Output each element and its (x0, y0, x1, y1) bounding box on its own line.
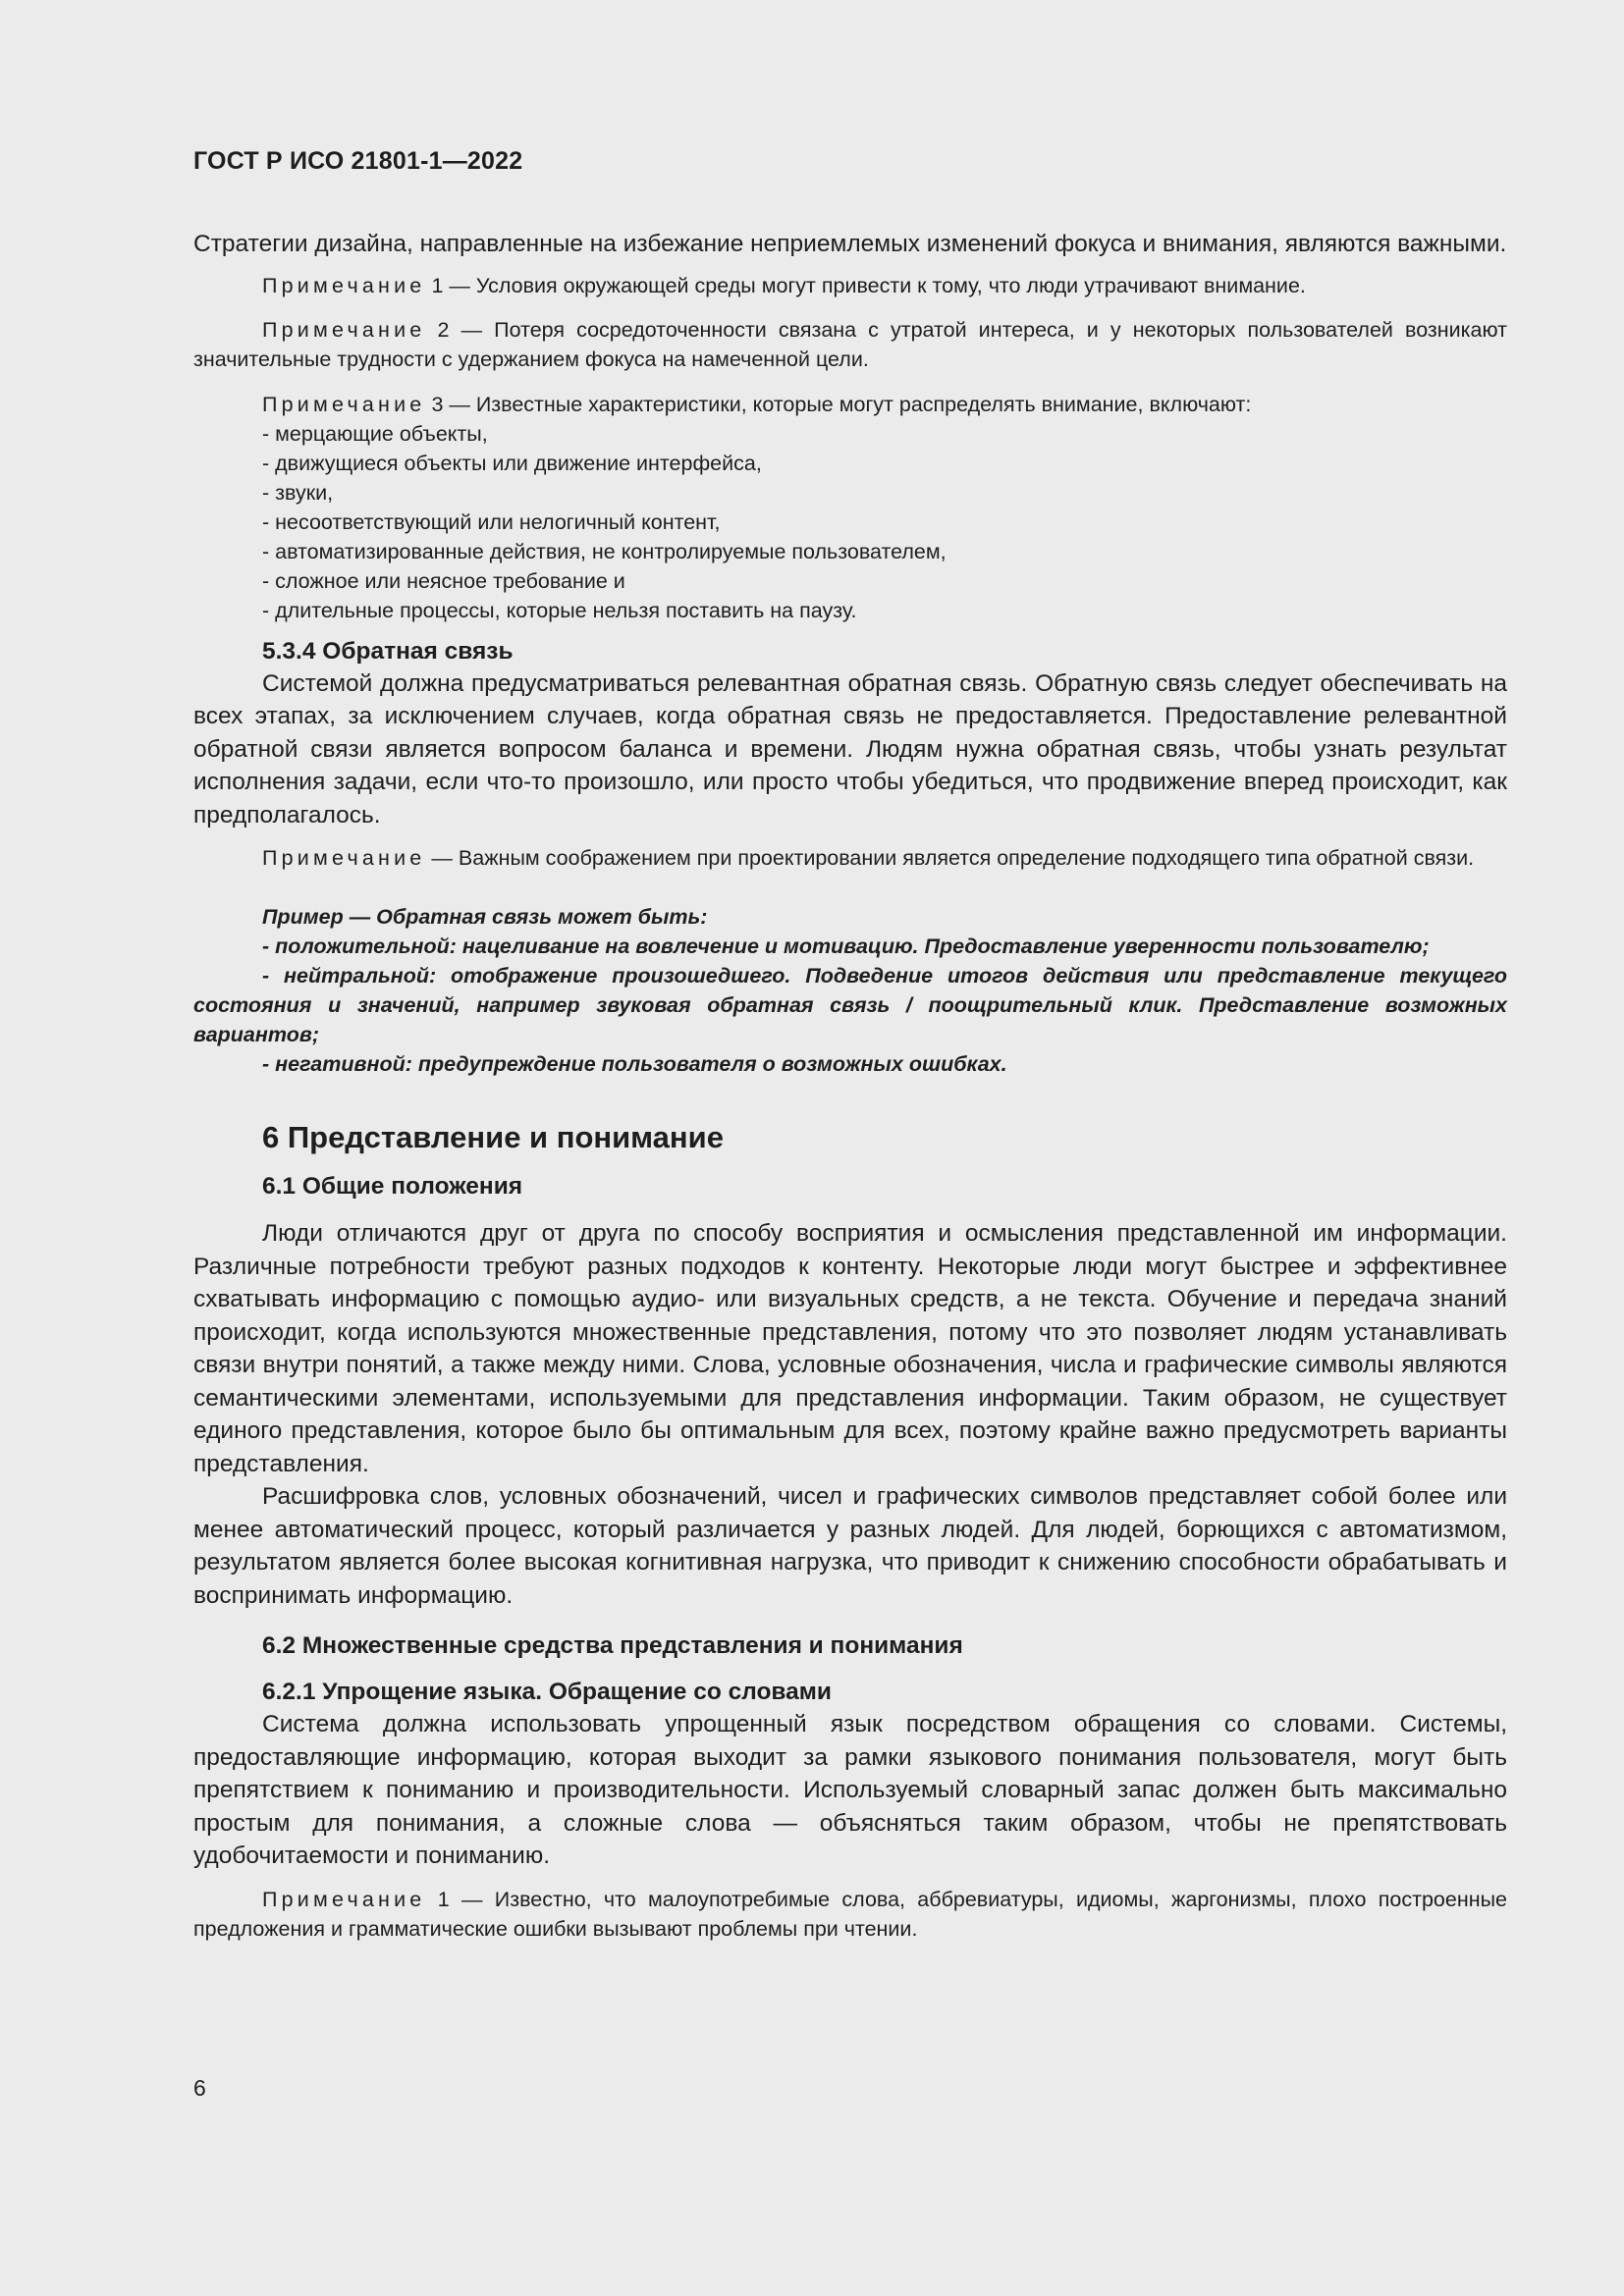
note-label: Примечание (262, 846, 426, 870)
note-label: Примечание (262, 273, 426, 297)
note-label: Примечание (262, 317, 426, 342)
example-item: - негативной: предупреждение пользователя о возможных ошибках. (262, 1052, 1007, 1076)
list-item: - автоматизированные действия, не контролируемые пользователем, (262, 539, 947, 563)
section-6-2-1-body: Система должна использовать упрощенный язык посредством обращения со словами. Системы, предоставляющие информацию, которая выходит за рамки языкового понимания пользователя, могут быть препятствием к пониманию и производительности. Используемый словарный запас должен быть максимально простым для понимания, а сложные слова — объясняться таким образом, чтобы не препятствовать удобочитаемости и пониманию. (193, 1711, 1507, 1869)
list-item: - движущиеся объекты или движение интерфейса, (262, 451, 762, 475)
note-text: — Важным соображением при проектировании является определение подходящего типа обратной связи. (425, 846, 1475, 870)
section-6-2-1-note (193, 1885, 1507, 1944)
document-header: ГОСТ Р ИСО 21801-1—2022 (193, 147, 523, 175)
section-6-1-heading: 6.1 Общие положения (262, 1173, 523, 1200)
note-label: Примечание (262, 1887, 426, 1911)
note-label: Примечание (262, 392, 426, 416)
note-1 (193, 271, 1507, 300)
intro-paragraph: Стратегии дизайна, направленные на избежание неприемлемых изменений фокуса и внимания, являются важными. (193, 231, 1507, 257)
note-text: — Потеря сосредоточенности связана с утратой интереса, и у некоторых пользователей возникают значительные трудности с удержанием фокуса на намеченной цели. (193, 317, 1507, 371)
section-5-3-4-heading: 5.3.4 Обратная связь (262, 637, 514, 665)
example-title: Пример — Обратная связь может быть: (262, 905, 708, 929)
example-item: - положительной: нацеливание на вовлечение и мотивацию. Предоставление уверенности пользователю; (262, 934, 1430, 958)
list-item: - несоответствующий или нелогичный контент, (262, 509, 721, 534)
section-6-1-paragraph-2: Расшифровка слов, условных обозначений, чисел и графических символов представляет собой более или менее автоматический процесс, который различается у разных людей. Для людей, борющихся с автоматизмом, результатом является более высокая когнитивная нагрузка, что приводит к снижению способности обрабатывать и воспринимать информацию. (193, 1483, 1507, 1609)
section-6-2-heading: 6.2 Множественные средства представления и понимания (262, 1632, 963, 1659)
note-number: 3 (431, 392, 444, 416)
note-number: 1 (437, 1887, 450, 1911)
example-item: - нейтральной: отображение произошедшего. Подведение итогов действия или представление текущего состояния и значений, например звуковая обратная связь / поощрительный клик. Представление возможных вариантов; (193, 964, 1507, 1046)
list-item: - сложное или неясное требование и (262, 568, 625, 593)
note-text: — Условия окружающей среды могут привести к тому, что люди утрачивают внимание. (443, 273, 1306, 297)
note-3-list (193, 419, 1507, 625)
feedback-example (193, 902, 1507, 1079)
note-text: — Известно, что малоупотребимые слова, аббревиатуры, идиомы, жаргонизмы, плохо построенные предложения и грамматические ошибки вызывают проблемы при чтении. (193, 1887, 1507, 1941)
section-6-1-paragraph-1: Люди отличаются друг от друга по способу восприятия и осмысления представленной им информации. Различные потребности требуют разных подходов к контенту. Некоторые люди могут быстрее и эффективнее схватывать информацию с помощью аудио- или визуальных средств, а не текста. Обучение и передача знаний происходит, когда используются множественные представления, потому что это позволяет людям устанавливать связи внутри понятий, а также между ними. Слова, условные обозначения, числа и графические символы являются семантическими элементами, используемыми для представления информации. Таким образом, не существует единого представления, которое было бы оптимальным для всех, поэтому крайне важно предусмотреть варианты представления. (193, 1220, 1507, 1477)
page-content (193, 228, 1507, 1944)
note-3 (193, 390, 1507, 419)
note-number: 1 (431, 273, 444, 297)
list-item: - мерцающие объекты, (262, 421, 488, 446)
note-2 (193, 315, 1507, 374)
section-5-3-4-note (193, 843, 1507, 873)
note-text: — Известные характеристики, которые могут распределять внимание, включают: (443, 392, 1252, 416)
section-6-heading: 6 Представление и понимание (262, 1120, 724, 1154)
list-item: - звуки, (262, 480, 334, 505)
list-item: - длительные процессы, которые нельзя поставить на паузу. (262, 598, 857, 622)
note-number: 2 (437, 317, 450, 342)
section-6-2-1-heading: 6.2.1 Упрощение языка. Обращение со словами (262, 1679, 832, 1705)
section-5-3-4-body: Системой должна предусматриваться релевантная обратная связь. Обратную связь следует обеспечивать на всех этапах, за исключением случаев, когда обратная связь не предоставляется. Предоставление релевантной обратной связи является вопросом баланса и времени. Людям нужна обратная связь, чтобы узнать результат исполнения задачи, если что-то произошло, или просто чтобы убедиться, что продвижение вперед происходит, как предполагалось. (193, 669, 1507, 828)
page-number: 6 (193, 2075, 206, 2101)
